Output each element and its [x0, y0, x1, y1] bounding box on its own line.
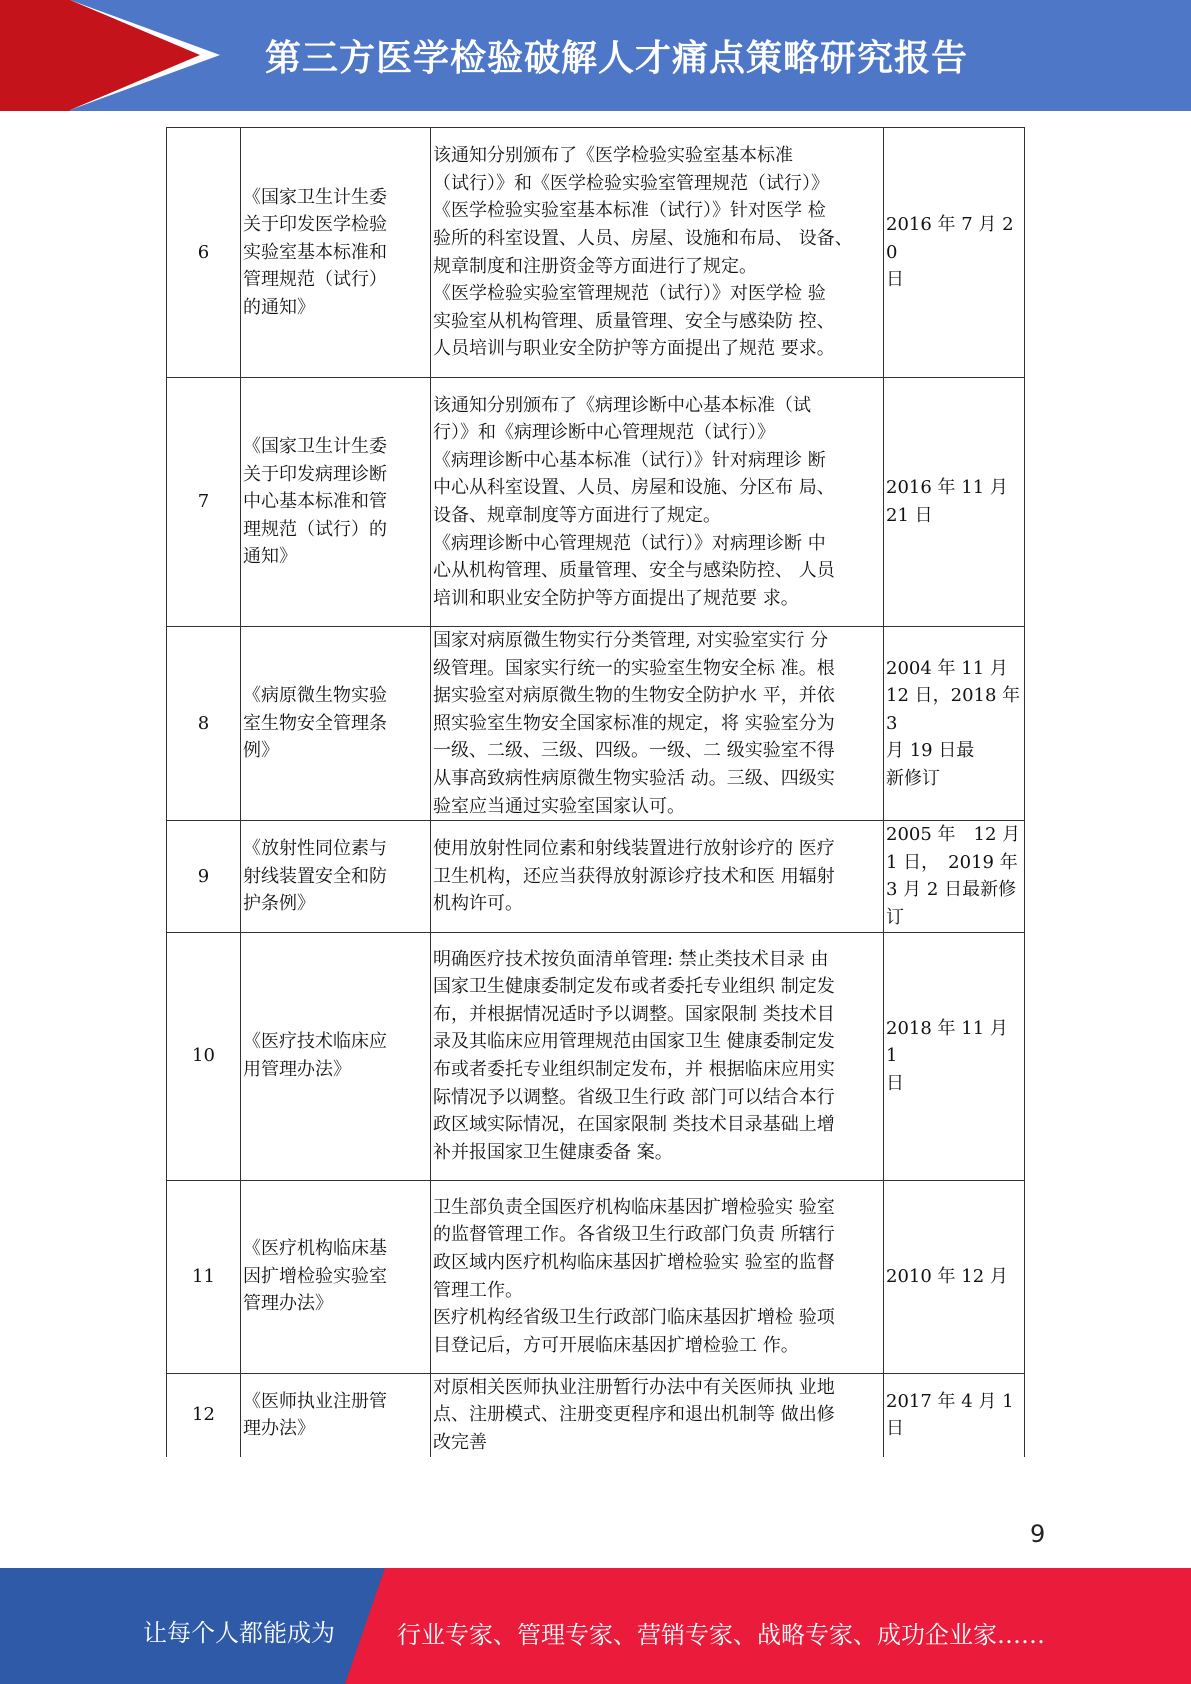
regulation-name-cell: [241, 932, 431, 1180]
regulation-description-cell-line: 录及其临床应用管理规范由国家卫生 健康委制定发: [433, 1031, 835, 1053]
regulation-description-cell-line: 政区域实际情况，在国家限制 类技术目录基础上增: [433, 1114, 835, 1136]
regulation-name-cell: [241, 1373, 431, 1457]
issue-date-cell-line: 2010 年 12 月: [886, 1265, 1008, 1287]
regulation-name-cell-line: 因扩增检验实验室: [243, 1265, 387, 1287]
regulation-name-cell-line: 实验室基本标准和: [243, 241, 387, 263]
issue-date-cell-line: 21 日: [886, 505, 933, 526]
regulation-description-cell: [431, 128, 884, 378]
regulation-name-cell-line: 《国家卫生计生委: [243, 436, 387, 458]
regulation-description-cell-line: 《医学检验实验室基本标准（试行）》针对医学 检: [433, 200, 826, 222]
issue-date-cell-line: 新修订: [886, 767, 940, 789]
regulation-description-cell: [431, 821, 884, 932]
table-row: [167, 821, 1025, 932]
regulation-description-cell-line: 对原相关医师执业注册暂行办法中有关医师执 业地: [433, 1376, 835, 1398]
regulation-description-cell-line: 的监督管理工作。各省级卫生行政部门负责 所辖行: [433, 1224, 835, 1246]
regulation-description-cell: [431, 1373, 884, 1457]
regulation-description-cell-line: 明确医疗技术按负面清单管理: 禁止类技术目录 由: [433, 948, 829, 970]
regulation-description-cell-line: 验室应当通过实验室国家认可。: [433, 795, 685, 817]
regulation-description-cell-line: 该通知分别颁布了《医学检验实验室基本标准: [433, 145, 793, 167]
regulation-description-cell-line: 设备、规章制度等方面进行了规定。: [433, 505, 721, 526]
regulation-description-cell-line: 点、注册模式、注册变更程序和退出机制等 做出修: [433, 1404, 835, 1426]
issue-date-cell: [884, 128, 1025, 378]
regulation-description-cell-line: 卫生部负责全国医疗机构临床基因扩增检验实 验室: [433, 1196, 835, 1218]
issue-date-cell-line: 日: [886, 1418, 904, 1440]
regulation-name-cell-line: 的通知》: [243, 296, 315, 318]
issue-date-cell-line: 2018 年 11 月 1: [886, 1017, 1008, 1067]
regulation-description-cell: [431, 1180, 884, 1373]
header-red-accent: [0, 0, 70, 111]
regulation-description-cell-line: 布或者委托专业组织制定发布，并 根据临床应用实: [433, 1059, 835, 1081]
regulation-name-cell-line: 《病原微生物实验: [243, 685, 387, 707]
issue-date-cell: [884, 1373, 1025, 1457]
regulation-description-cell-line: 级管理。国家实行统一的实验室生物安全标 准。根: [433, 657, 835, 679]
row-number-cell: 6: [167, 128, 241, 378]
issue-date-cell-line: 日: [886, 269, 904, 291]
regulation-name-cell-line: 理办法》: [243, 1418, 315, 1440]
footer-slogan-right: 行业专家、管理专家、营销专家、战略专家、成功企业家……: [397, 1621, 1045, 1649]
issue-date-cell-line: 1 日， 2019 年: [886, 851, 1018, 873]
regulation-name-cell-line: 《国家卫生计生委: [243, 186, 387, 208]
row-number-cell: 11: [167, 1180, 241, 1373]
issue-date-cell: [884, 932, 1025, 1180]
regulation-name-cell-line: 理规范（试行）的: [243, 518, 387, 540]
regulation-description-cell-line: 改完善: [433, 1432, 487, 1454]
regulation-description-cell-line: 一级、二级、三级、四级。一级、二 级实验室不得: [433, 740, 835, 762]
table-row: [167, 378, 1025, 627]
regulation-description-cell-line: 目登记后，方可开展临床基因扩增检验工 作。: [433, 1334, 799, 1356]
regulation-name-cell: [241, 378, 431, 627]
regulation-name-cell-line: 护条例》: [243, 893, 315, 915]
regulation-description-cell-line: 培训和职业安全防护等方面提出了规范要 求。: [433, 587, 799, 609]
issue-date-cell: [884, 821, 1025, 932]
regulation-description-cell-line: 国家对病原微生物实行分类管理, 对实验室实行 分: [433, 630, 829, 651]
issue-date-cell-line: 2016 年 11 月: [886, 477, 1008, 499]
regulation-description-cell-line: 从事高致病性病原微生物实验活 动。三级、四级实: [433, 767, 835, 789]
regulation-name-cell-line: 中心基本标准和管: [243, 491, 387, 513]
regulation-description-cell-line: 人员培训与职业安全防护等方面提出了规范 要求。: [433, 338, 835, 360]
row-number-cell: 9: [167, 821, 241, 932]
issue-date-cell-line: 12 日，2018 年 3: [886, 685, 1021, 734]
regulation-description-cell-line: （试行）》和《医学检验实验室管理规范（试行）》: [433, 172, 829, 194]
regulation-name-cell-line: 管理办法》: [243, 1293, 333, 1315]
regulation-name-cell: [241, 128, 431, 378]
regulation-description-cell-line: 《病理诊断中心基本标准（试行）》针对病理诊 断: [433, 449, 826, 471]
regulation-description-cell-line: 实验室从机构管理、质量管理、安全与感染防 控、: [433, 310, 835, 332]
page-footer-band: [0, 1568, 1191, 1684]
regulation-description-cell-line: 补并报国家卫生健康委备 案。: [433, 1141, 673, 1163]
regulation-description-cell-line: 管理工作。: [433, 1279, 523, 1301]
regulation-description-cell-line: 卫生机构，还应当获得放射源诊疗技术和医 用辐射: [433, 865, 835, 887]
issue-date-cell-line: 2017 年 4 月 1: [886, 1390, 1014, 1412]
regulation-name-cell-line: 关于印发病理诊断: [243, 463, 387, 485]
row-number-cell: 8: [167, 627, 241, 821]
regulation-description-cell-line: 该通知分别颁布了《病理诊断中心基本标准（试: [433, 394, 811, 416]
regulation-description-cell-line: 医疗机构经省级卫生行政部门临床基因扩增检 验项: [433, 1307, 835, 1329]
regulation-description-cell-line: 验所的科室设置、人员、房屋、设施和布局、 设备、: [433, 227, 853, 249]
regulation-description-cell-line: 照实验室生物安全国家标准的规定，将 实验室分为: [433, 712, 835, 734]
header-arrow-icon: [70, 0, 200, 110]
regulation-name-cell-line: 《医疗机构临床基: [243, 1238, 387, 1260]
regulation-name-cell-line: 《医师执业注册管: [243, 1390, 387, 1412]
regulation-description-cell-line: 政区域内医疗机构临床基因扩增检验实 验室的监督: [433, 1251, 835, 1273]
row-number-cell: 10: [167, 932, 241, 1180]
regulation-name-cell-line: 通知》: [243, 546, 297, 568]
regulation-name-cell-line: 《放射性同位素与: [243, 837, 387, 859]
table-row: [167, 1373, 1025, 1457]
issue-date-cell-line: 2004 年 11 月: [886, 657, 1008, 679]
footer-slant: [345, 1568, 385, 1684]
regulation-description-cell-line: 际情况予以调整。省级卫生行政 部门可以结合本行: [433, 1086, 835, 1108]
regulation-name-cell-line: 用管理办法》: [243, 1059, 351, 1081]
regulation-name-cell-line: 关于印发医学检验: [243, 214, 387, 236]
regulation-name-cell-line: 射线装置安全和防: [243, 865, 387, 887]
regulation-name-cell: [241, 1180, 431, 1373]
issue-date-cell: [884, 1180, 1025, 1373]
regulation-description-cell-line: 心从机构管理、质量管理、安全与感染防控、 人员: [433, 560, 835, 582]
regulation-description-cell-line: 规章制度和注册资金等方面进行了规定。: [433, 255, 757, 277]
issue-date-cell-line: 3 月 2 日最新修: [886, 879, 1017, 901]
regulation-description-cell: [431, 378, 884, 627]
issue-date-cell-line: 2005 年 12 月: [886, 824, 1021, 846]
regulation-description-cell-line: 机构许可。: [433, 893, 523, 915]
regulation-name-cell-line: 例》: [243, 740, 279, 762]
report-title: 第三方医学检验破解人才痛点策略研究报告: [265, 38, 969, 79]
regulation-description-cell-line: 《病理诊断中心管理规范（试行）》对病理诊断 中: [433, 532, 826, 554]
regulation-description-cell-line: 使用放射性同位素和射线装置进行放射诊疗的 医疗: [433, 837, 835, 859]
issue-date-cell: [884, 378, 1025, 627]
regulation-description-cell-line: 行）》和《病理诊断中心管理规范（试行）》: [433, 422, 775, 444]
row-number-cell: 12: [167, 1373, 241, 1457]
issue-date-cell-line: 月 19 日最: [886, 740, 975, 762]
table-row: [167, 932, 1025, 1180]
regulation-name-cell-line: 《医疗技术临床应: [243, 1031, 387, 1053]
regulations-table: [166, 127, 1025, 1457]
page-number: 9: [1030, 1520, 1046, 1548]
issue-date-cell-line: 订: [886, 906, 904, 928]
regulation-description-cell-line: 布，并根据情况适时予以调整。国家限制 类技术目: [433, 1003, 835, 1025]
regulation-name-cell: [241, 627, 431, 821]
issue-date-cell-line: 2016 年 7 月 20: [886, 214, 1014, 263]
regulation-description-cell-line: 国家卫生健康委制定发布或者委托专业组织 制定发: [433, 976, 835, 998]
table-row: [167, 128, 1025, 378]
page-header-band: [0, 0, 1191, 111]
regulation-description-cell-line: 据实验室对病原微生物的生物安全防护水 平，并依: [433, 685, 835, 707]
regulation-name-cell-line: 室生物安全管理条: [243, 712, 387, 734]
footer-slogan-left: 让每个人都能成为: [143, 1619, 335, 1647]
row-number-cell: 7: [167, 378, 241, 627]
regulation-name-cell: [241, 821, 431, 932]
regulation-description-cell: [431, 627, 884, 821]
regulation-description-cell: [431, 932, 884, 1180]
table-row: [167, 1180, 1025, 1373]
regulation-description-cell-line: 《医学检验实验室管理规范（试行）》对医学检 验: [433, 283, 826, 305]
regulation-name-cell-line: 管理规范（试行）: [243, 269, 387, 291]
issue-date-cell: [884, 627, 1025, 821]
issue-date-cell-line: 日: [886, 1072, 904, 1094]
table-row: [167, 627, 1025, 821]
regulation-description-cell-line: 中心从科室设置、人员、房屋和设施、分区布 局、: [433, 477, 835, 499]
